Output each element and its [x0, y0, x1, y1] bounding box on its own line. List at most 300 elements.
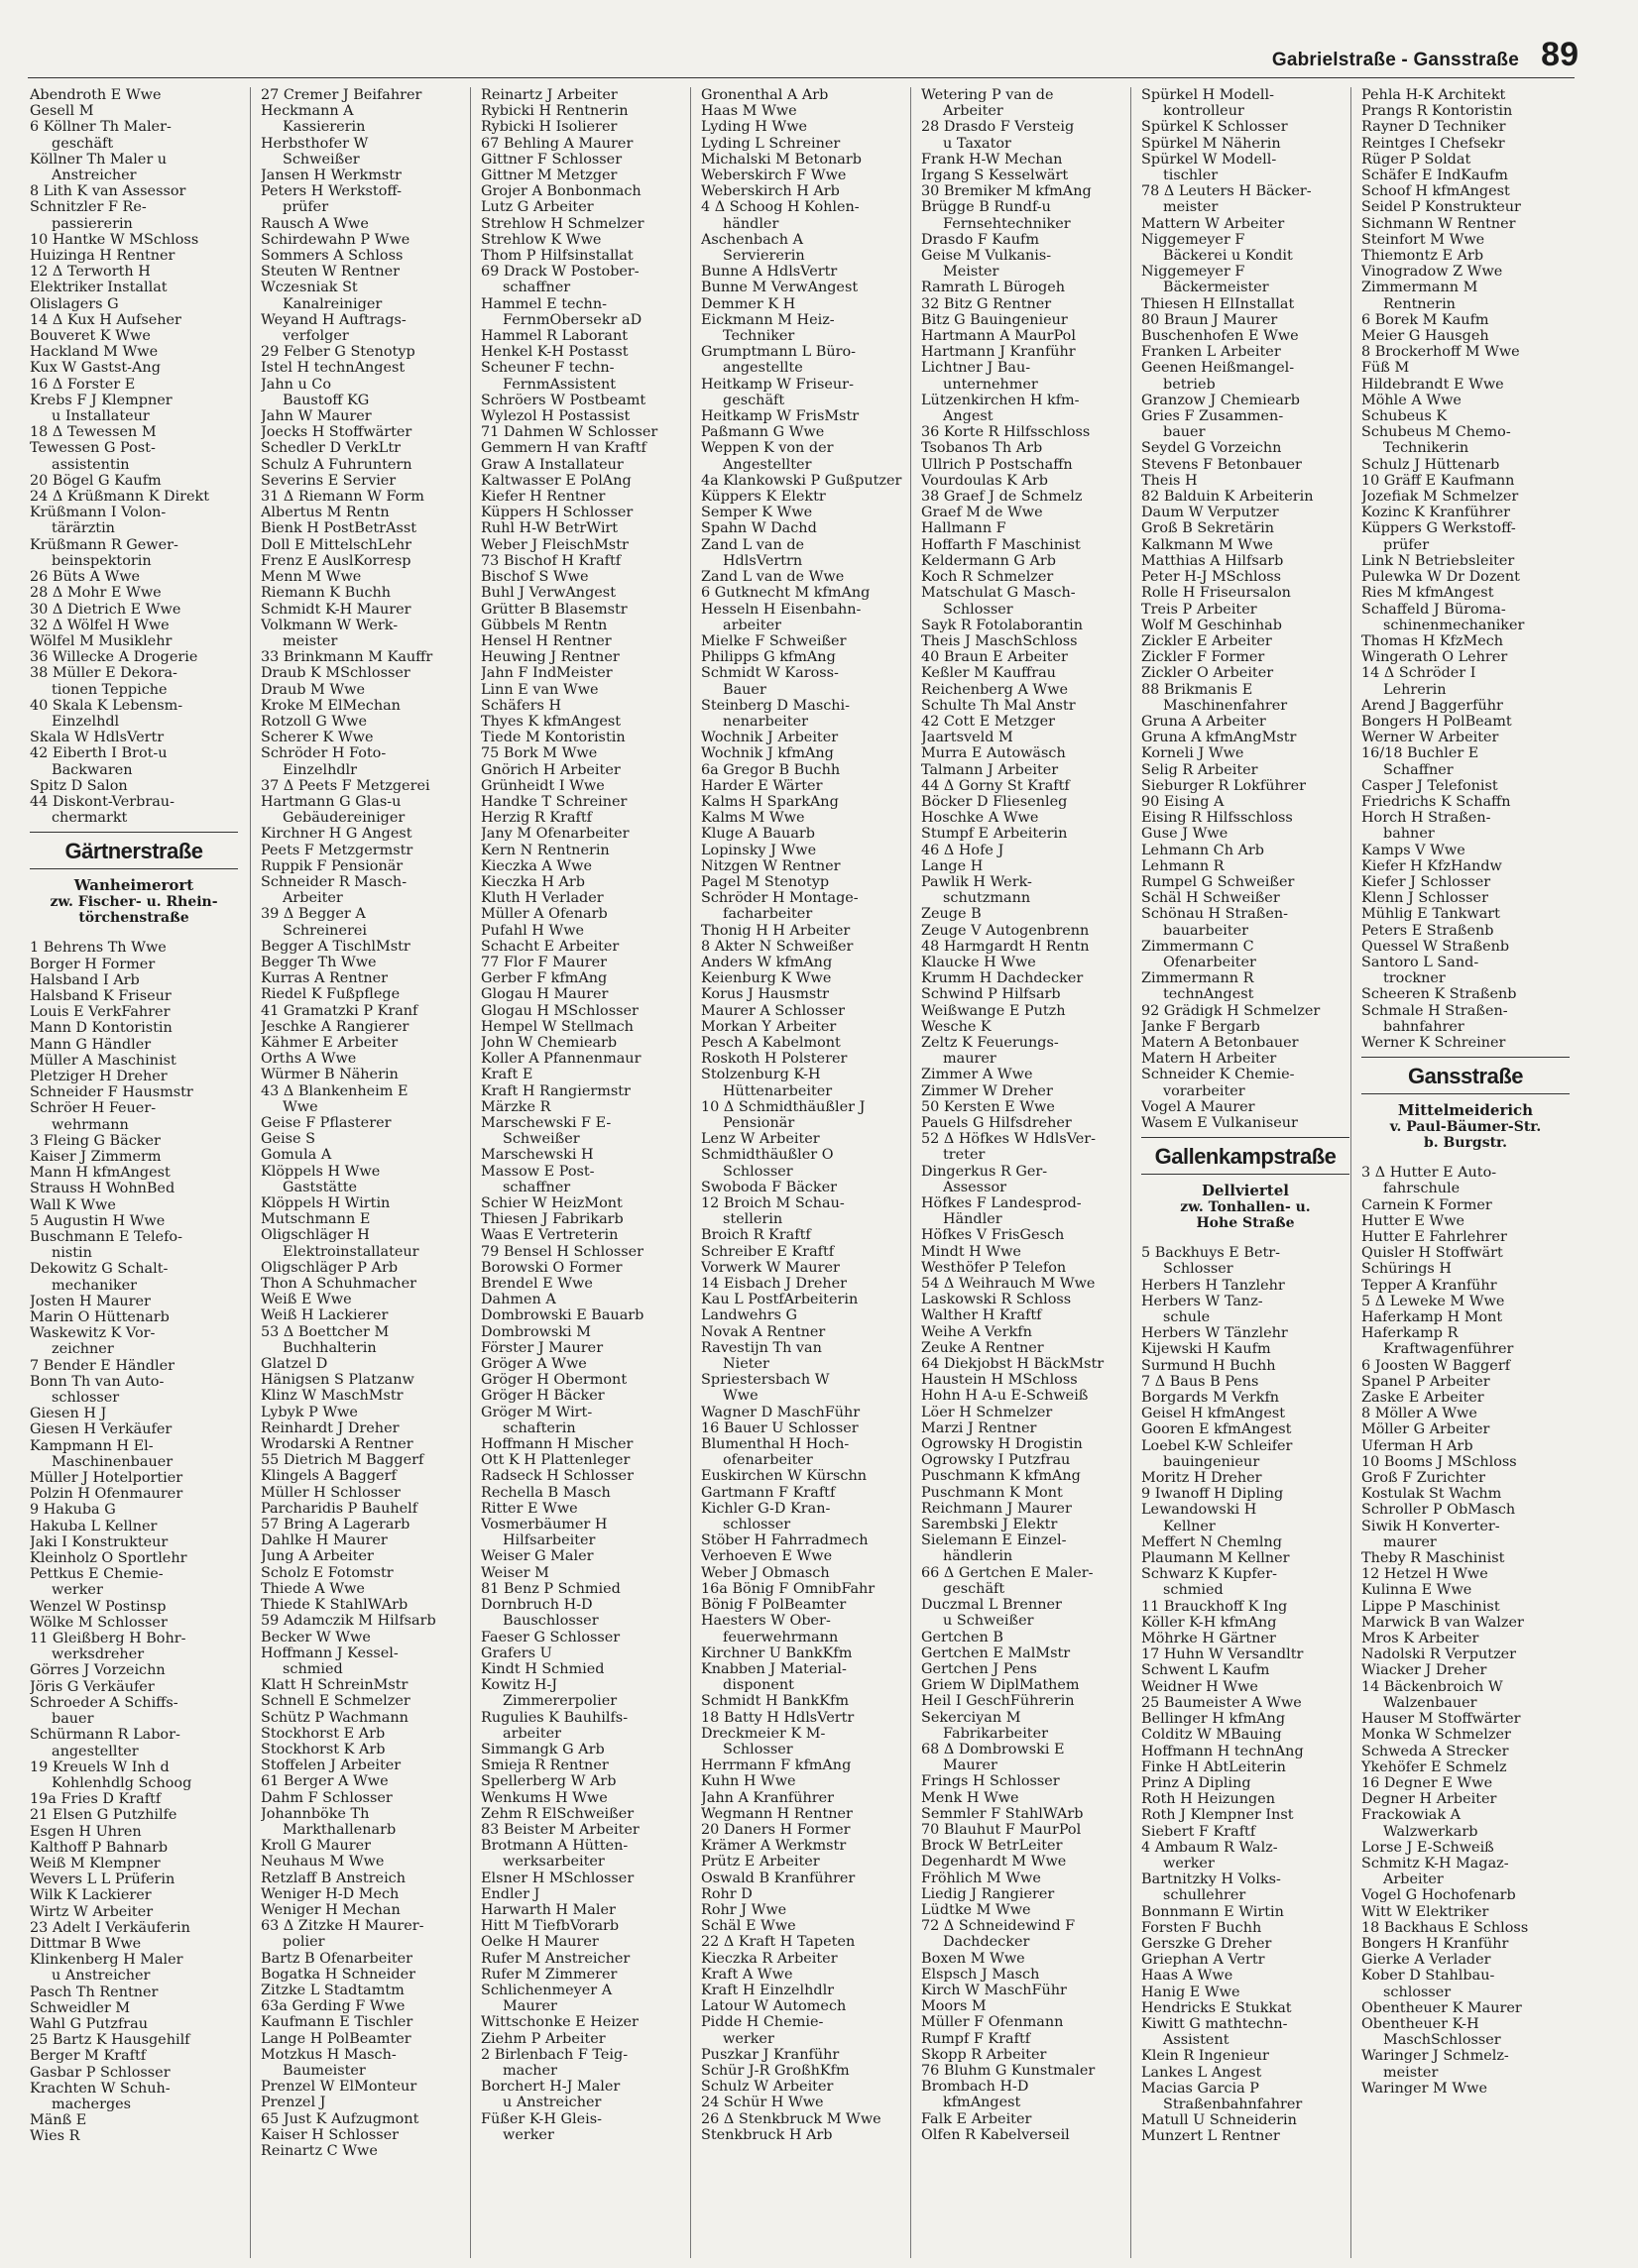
directory-entry: Kalkmann M Wwe [1141, 536, 1273, 553]
directory-entry: Glogau H MSchlosser [481, 1002, 639, 1019]
directory-entry: Hempel W Stellmach [481, 1018, 634, 1035]
street-name: Gallenkampstraße [1154, 1144, 1337, 1170]
directory-entry: Laskowski R Schloss [921, 1292, 1072, 1308]
directory-entry: Kober D Stahlbau- [1361, 1968, 1495, 1984]
directory-entry: Zand L van de Wwe [701, 569, 845, 586]
directory-entry: Schröder H Foto- [261, 745, 387, 762]
directory-entry: Steinfort M Wwe [1361, 231, 1485, 248]
directory-entry: Jeschke A Rangierer [261, 1018, 410, 1035]
directory-entry: Waringer J Schmelz- [1361, 2048, 1509, 2065]
directory-entry: 36 Willecke A Drogerie [30, 649, 198, 666]
directory-entry: Munzert L Rentner [1141, 2128, 1280, 2145]
directory-entry: Grünheidt I Wwe [481, 777, 605, 794]
directory-entry: Thomas H KfzMech [1361, 632, 1504, 649]
entry-continuation: Dachdecker [943, 1934, 1030, 1951]
directory-entry: Peters E Straßenb [1361, 922, 1494, 939]
directory-entry: 26 Δ Stenkbruck M Wwe [701, 2110, 881, 2127]
directory-entry: Wies R [30, 2128, 80, 2145]
directory-entry: Rybicki H Rentnerin [481, 103, 629, 120]
directory-entry: 88 Brikmanis E [1141, 681, 1253, 698]
directory-entry: Würmer B Näherin [261, 1067, 399, 1083]
district-name: Dellviertel [1202, 1182, 1289, 1200]
directory-entry: Schulz J Hüttenarb [1361, 456, 1500, 473]
directory-entry: Jany M Ofenarbeiter [481, 826, 630, 843]
entry-continuation: verfolger [283, 328, 349, 345]
directory-entry: Kalthoff P Bahnarb [30, 1839, 169, 1856]
directory-entry: 22 Δ Kraft H Tapeten [701, 1934, 856, 1951]
directory-entry: Klaucke H Wwe [921, 954, 1036, 970]
directory-entry: Kalms M Wwe [701, 810, 805, 827]
directory-entry: Smieja R Rentner [481, 1758, 609, 1774]
directory-entry: Hammel E techn- [481, 295, 607, 312]
directory-entry: Schoof H kfmAngest [1361, 183, 1510, 200]
entry-continuation: Nieter [723, 1356, 769, 1373]
directory-entry: Kirchner H G Angest [261, 826, 412, 843]
directory-entry: Küppers G Werkstoff- [1361, 520, 1516, 537]
directory-entry: Rohr D [701, 1885, 753, 1902]
entry-continuation: prüfer [283, 199, 329, 216]
directory-entry: 50 Kersten E Wwe [921, 1098, 1055, 1115]
directory-entry: Skopp R Arbeiter [921, 2046, 1047, 2063]
directory-entry: Schulz A Fuhruntern [261, 456, 412, 473]
directory-entry: Zimmermann C [1141, 938, 1254, 955]
directory-entry: Kindt H Schmied [481, 1660, 605, 1677]
entry-continuation: schmied [1163, 1582, 1224, 1599]
entry-continuation: zeichner [52, 1341, 114, 1358]
directory-entry: Gertchen E MalMstr [921, 1644, 1071, 1661]
directory-entry: 12 Δ Terworth H [30, 264, 151, 281]
directory-entry: Spellerberg W Arb [481, 1773, 617, 1790]
directory-entry: Faeser G Schlosser [481, 1629, 621, 1645]
directory-entry: Zickler F Former [1141, 649, 1265, 666]
directory-entry: Riedel K Fußpflege [261, 986, 401, 1003]
directory-entry: Gierke A Verlader [1361, 1952, 1491, 1969]
directory-entry: Becker W Wwe [261, 1629, 371, 1645]
directory-entry: Griem W DiplMathem [921, 1677, 1080, 1694]
directory-entry: 14 Eisbach J Dreher [701, 1276, 848, 1293]
entry-continuation: Rentnerin [1383, 295, 1456, 312]
directory-entry: Gertchen J Pens [921, 1660, 1037, 1677]
directory-entry: 37 Δ Peets F Metzgerei [261, 777, 430, 794]
directory-entry: Borger H Former [30, 956, 156, 972]
directory-entry: Marwick B van Walzer [1361, 1614, 1524, 1631]
directory-entry: Möhle A Wwe [1361, 392, 1462, 408]
directory-entry: Siwik H Konverter- [1361, 1518, 1500, 1534]
directory-entry: Reinartz C Wwe [261, 2143, 378, 2159]
entry-continuation: tärärztin [52, 520, 115, 537]
directory-entry: Schnitzler F Re- [30, 199, 147, 216]
directory-entry: Santoro L Sand- [1361, 954, 1479, 970]
directory-entry: Stevens F Betonbauer [1141, 456, 1302, 473]
directory-entry: Bartnitzky H Volks- [1141, 1871, 1281, 1888]
entry-continuation: Arbeiter [943, 103, 1003, 120]
column-5 [910, 87, 1129, 2258]
directory-entry: Kieczka R Arbeiter [701, 1950, 838, 1967]
directory-entry: Franken L Arbeiter [1141, 344, 1281, 361]
directory-entry: Eickmann M Heiz- [701, 311, 835, 328]
directory-entry: Henkel K-H Postasst [481, 344, 629, 361]
directory-entry: Macias Garcia P [1141, 2080, 1259, 2097]
directory-entry: Roth J Klempner Inst [1141, 1807, 1294, 1824]
directory-entry: Retzlaff B Anstreich [261, 1870, 407, 1886]
directory-entry: Kirchner U BankKfm [701, 1644, 853, 1661]
entry-continuation: Gebäudereiniger [283, 810, 406, 827]
directory-entry: Frenz E AuslKorresp [261, 552, 411, 569]
directory-entry: Steinberg D Maschi- [701, 697, 851, 714]
directory-entry: Quisler H Stoffwärt [1361, 1245, 1503, 1262]
directory-entry: Heil I GeschFührerin [921, 1693, 1075, 1710]
directory-entry: Zitzke L Stadtamtm [261, 1982, 405, 1998]
directory-entry: Wevers L L Prüferin [30, 1871, 176, 1888]
entry-continuation: macherges [52, 2096, 132, 2112]
directory-entry: Görres J Vorzeichn [30, 1662, 166, 1679]
directory-entry: Obentheuer K Maurer [1361, 1999, 1522, 2016]
column-3 [470, 87, 689, 2258]
directory-entry: Landwehrs G [701, 1307, 798, 1324]
directory-entry: Rybicki H Isolierer [481, 119, 618, 136]
directory-entry: 8 Lith K van Assessor [30, 183, 186, 200]
directory-entry: 33 Brinkmann M Kauffr [261, 649, 433, 666]
directory-entry: Pidde H Chemie- [701, 2014, 824, 2031]
entry-continuation: bahner [1383, 826, 1435, 843]
directory-entry: Matern H Arbeiter [1141, 1051, 1277, 1068]
directory-entry: 76 Bluhm G Kunstmaler [921, 2062, 1096, 2079]
directory-entry: Schwent L Kaufm [1141, 1662, 1270, 1679]
directory-entry: Halsband I Arb [30, 971, 140, 988]
directory-entry: Kowitz H-J [481, 1677, 558, 1694]
directory-entry: Gruna A Arbeiter [1141, 713, 1266, 730]
directory-entry: Peter H-J MSchloss [1141, 569, 1282, 586]
entry-continuation: FernmObersekr aD [503, 311, 643, 328]
directory-entry: Thiede K StahlWArb [261, 1597, 409, 1614]
entry-continuation: facharbeiter [723, 906, 813, 923]
directory-entry: Bartz B Ofenarbeiter [261, 1950, 412, 1967]
directory-entry: Mindt H Wwe [921, 1243, 1021, 1260]
directory-entry: Gruna A kfmAngMstr [1141, 730, 1297, 746]
directory-entry: Grafers U [481, 1644, 552, 1661]
directory-entry: Ruhl H-W BetrWirt [481, 520, 619, 537]
entry-continuation: mechaniker [52, 1277, 138, 1294]
entry-continuation: Baustoff KG [283, 392, 370, 408]
entry-continuation: arbeiter [503, 1725, 561, 1742]
directory-entry: Huizinga H Rentner [30, 248, 176, 265]
directory-entry: Lichtner J Bau- [921, 360, 1031, 377]
directory-entry: Zeuge B [921, 906, 982, 923]
directory-entry: Reinartz J Arbeiter [481, 87, 618, 103]
directory-entry: Guse J Wwe [1141, 826, 1228, 843]
entry-continuation: händlerin [943, 1548, 1013, 1565]
directory-entry: Thiesen H ElInstallat [1141, 295, 1295, 312]
directory-entry: Bönig F PolBeamter [701, 1597, 847, 1614]
directory-entry: Halsband K Friseur [30, 987, 172, 1004]
directory-entry: Schmidt W Kaross- [701, 665, 839, 682]
directory-entry: 32 Bitz G Rentner [921, 295, 1052, 312]
directory-entry: Nitzgen W Rentner [701, 857, 841, 874]
entry-continuation: Fabrikarbeiter [943, 1725, 1048, 1742]
directory-entry: Borgards M Verkfn [1141, 1390, 1280, 1407]
directory-entry: Kluth H Verlader [481, 890, 604, 907]
directory-entry: Elektriker Installat [30, 280, 168, 296]
directory-entry: 90 Eising A [1141, 793, 1225, 810]
directory-entry: Zeuke A Rentner [921, 1339, 1044, 1356]
directory-entry: Kiefer H Rentner [481, 489, 606, 506]
directory-entry: 16/18 Buchler E [1361, 745, 1479, 762]
directory-entry: Kieczka H Arb [481, 873, 585, 890]
directory-entry: Schneider F Hausmstr [30, 1084, 193, 1101]
directory-entry: Pasch Th Rentner [30, 1984, 159, 2000]
directory-entry: Albertus M Rentn [261, 505, 390, 521]
directory-entry: Krachten W Schuh- [30, 2080, 171, 2097]
directory-entry: Handke T Schreiner [481, 793, 628, 810]
directory-entry: Wenkums H Wwe [481, 1789, 608, 1806]
directory-entry: Pawlik H Werk- [921, 873, 1032, 890]
directory-entry: Bonn Th van Auto- [30, 1373, 165, 1390]
directory-entry: Tepper A Kranführ [1361, 1277, 1497, 1294]
directory-entry: 6a Gregor B Buchh [701, 761, 841, 778]
directory-entry: Gerber F kfmAng [481, 970, 608, 987]
directory-entry: Kraft H Rangiermstr [481, 1082, 631, 1099]
directory-entry: Graw A Installateur [481, 456, 624, 473]
directory-entry: Granzow J Chemiearb [1141, 392, 1300, 408]
directory-entry: Maurer A Schlosser [701, 1002, 846, 1019]
directory-entry: Morkan Y Arbeiter [701, 1018, 837, 1035]
directory-entry: Gooren E kfmAngest [1141, 1421, 1292, 1438]
directory-entry: Waringer M Wwe [1361, 2080, 1487, 2097]
directory-entry: Hartmann A MaurPol [921, 328, 1076, 345]
directory-entry: Philipps G kfmAng [701, 649, 836, 666]
directory-entry: 72 Δ Schneidewind F [921, 1918, 1076, 1935]
directory-entry: 24 Schür H Wwe [701, 2095, 824, 2111]
directory-entry: Kluge A Bauarb [701, 826, 815, 843]
directory-entry: Zimmermann M [1361, 280, 1478, 296]
directory-entry: Schlichenmeyer A [481, 1982, 613, 1998]
directory-entry: Kraft A Wwe [701, 1966, 793, 1983]
street-name: Gansstraße [1407, 1064, 1524, 1089]
directory-entry: Kähmer E Arbeiter [261, 1034, 399, 1051]
directory-entry: Jung A Arbeiter [261, 1548, 374, 1565]
directory-entry: Glogau H Maurer [481, 986, 609, 1003]
entry-continuation: Markthallenarb [283, 1821, 397, 1838]
directory-entry: 4 Ambaum R Walz- [1141, 1839, 1278, 1856]
directory-entry: Rüger P Soldat [1361, 151, 1471, 168]
directory-entry: Kiefer J Schlosser [1361, 873, 1491, 890]
directory-entry: Schröder H Montage- [701, 890, 859, 907]
entry-continuation: schmied [283, 1660, 343, 1677]
directory-entry: Gertchen B [921, 1629, 1003, 1645]
directory-entry: Weihe A Verkfn [921, 1323, 1032, 1340]
directory-entry: Böcker D Fliesenleg [921, 793, 1068, 810]
directory-entry: Esgen H Uhren [30, 1823, 142, 1840]
directory-entry: Krebs F J Klempner [30, 392, 173, 408]
directory-entry: Ries M kfmAngest [1361, 585, 1494, 602]
directory-entry: Elsner H MSchlosser [481, 1870, 635, 1886]
directory-entry: Oswald B Kranführer [701, 1870, 856, 1886]
entry-continuation: Schlosser [723, 1741, 793, 1758]
entry-continuation: geschäft [723, 392, 785, 408]
directory-entry: Borowski O Former [481, 1259, 623, 1276]
directory-entry: Klinkenberg H Maler [30, 1952, 183, 1969]
directory-entry: Spürkel H Modell- [1141, 87, 1274, 103]
directory-entry: Klingels A Baggerf [261, 1468, 397, 1485]
directory-entry: Zickler E Arbeiter [1141, 632, 1272, 649]
directory-entry: Kieczka A Wwe [481, 857, 592, 874]
directory-entry: Ruppik F Pensionär [261, 857, 404, 874]
directory-entry: 65 Just K Aufzugmont [261, 2110, 419, 2127]
directory-entry: Louis E VerkFahrer [30, 1004, 171, 1021]
directory-entry: Schäl H Schweißer [1141, 890, 1280, 907]
directory-entry: Walther H Kraftf [921, 1307, 1042, 1324]
directory-entry: 14 Δ Kux H Aufseher [30, 311, 181, 328]
directory-entry: 52 Δ Höfkes W HdlsVer- [921, 1131, 1097, 1148]
directory-entry: Schacht E Arbeiter [481, 938, 620, 955]
entry-continuation: Fernsehtechniker [943, 215, 1071, 232]
directory-entry: Kamps V Wwe [1361, 842, 1465, 858]
directory-entry: Dreckmeier K M- [701, 1725, 826, 1742]
entry-continuation: Bäckerei u Kondit [1163, 248, 1293, 265]
directory-entry: Klöppels H Wirtin [261, 1195, 391, 1212]
directory-entry: Keßler M Kauffrau [921, 665, 1056, 682]
directory-entry: Thiesen J Fabrikarb [481, 1211, 624, 1228]
directory-entry: Hartmann J Kranführ [921, 344, 1076, 361]
directory-entry: Seydel G Vorzeichn [1141, 440, 1282, 457]
directory-entry: Stockhorst E Arb [261, 1725, 386, 1742]
directory-entry: Uferman H Arb [1361, 1437, 1473, 1454]
directory-entry: Frank H-W Mechan [921, 151, 1063, 168]
street-name: Gärtnerstraße [64, 839, 203, 864]
entry-continuation: bauer [1163, 424, 1206, 441]
entry-continuation: Ofenarbeiter [1163, 954, 1256, 970]
directory-entry: Schür J-R GroßhKfm [701, 2062, 850, 2079]
entry-continuation: schafterin [503, 1419, 576, 1436]
directory-entry: 68 Δ Dombrowski E [921, 1741, 1065, 1758]
directory-entry: Wczesniak St [261, 280, 358, 296]
section-rule [30, 832, 238, 833]
directory-entry: Buschmann E Telefo- [30, 1229, 182, 1245]
directory-entry: Krüßmann R Gewer- [30, 536, 178, 553]
directory-entry: Broich R Kraftf [701, 1227, 811, 1244]
directory-entry: Dornbruch H-D [481, 1597, 593, 1614]
directory-entry: Herbsthofer W [261, 135, 369, 152]
directory-entry: Lyding H Wwe [701, 119, 808, 136]
entry-continuation: bauarbeiter [1163, 922, 1249, 939]
directory-entry: Schäfer E IndKaufm [1361, 168, 1508, 184]
directory-entry: Krämer A Werkmstr [701, 1838, 847, 1855]
directory-entry: Verhoeven E Wwe [701, 1548, 833, 1565]
directory-entry: Hallmann F [921, 520, 1006, 537]
directory-entry: Jahn F IndMeister [481, 665, 613, 682]
directory-entry: Korneli J Wwe [1141, 745, 1244, 762]
directory-entry: Kraft H Einzelhdlr [701, 1982, 835, 1998]
directory-entry: Volkmann W Werk- [261, 617, 399, 633]
entry-continuation: Einzelhdlr [283, 761, 358, 778]
entry-continuation: Buchhalterin [283, 1339, 377, 1356]
directory-entry: 81 Benz P Schmied [481, 1580, 621, 1597]
directory-entry: Gasbar P Schlosser [30, 2064, 171, 2081]
directory-entry: Spürkel W Modell- [1141, 151, 1277, 168]
entry-continuation: Elektroinstallateur [283, 1243, 419, 1260]
directory-entry: Hesseln H Eisenbahn- [701, 601, 862, 618]
directory-entry: Anders W kfmAng [701, 954, 833, 970]
directory-entry: Pehla H-K Architekt [1361, 87, 1506, 103]
entry-continuation: schullehrer [1163, 1887, 1246, 1904]
directory-entry: Brotmann A Hütten- [481, 1838, 629, 1855]
directory-entry: Thiemontz E Arb [1361, 248, 1484, 265]
directory-entry: Weidner H Wwe [1141, 1678, 1258, 1695]
directory-entry: Kaltwasser E PolAng [481, 472, 632, 489]
entry-continuation: Kraftwagenführer [1383, 1341, 1514, 1358]
entry-continuation: werksdreher [52, 1646, 145, 1663]
directory-entry: Jahn u Co [261, 376, 331, 393]
directory-entry: Weißwange E Putzh [921, 1002, 1066, 1019]
directory-entry: Rufer M Zimmerer [481, 1966, 618, 1983]
entry-continuation: maurer [1383, 1533, 1437, 1550]
directory-entry: Werner K Schreiner [1361, 1034, 1506, 1051]
directory-entry: Begger Th Wwe [261, 954, 377, 970]
directory-entry: 44 Diskont-Verbrau- [30, 793, 175, 810]
directory-entry: 19 Kreuels W Inh d [30, 1758, 170, 1775]
directory-entry: Massow E Post- [481, 1163, 595, 1180]
entry-continuation: bauer [52, 1711, 94, 1728]
directory-entry: Jahn A Kranführer [701, 1789, 835, 1806]
directory-entry: Weberskirch F Wwe [701, 168, 847, 184]
directory-entry: 27 Cremer J Beifahrer [261, 87, 422, 103]
directory-entry: Lüdtke M Wwe [921, 1901, 1031, 1918]
directory-entry: Simmangk G Arb [481, 1741, 605, 1758]
entry-continuation: Straßenbahnfahrer [1163, 2096, 1303, 2112]
entry-continuation: kontrolleur [1163, 103, 1244, 120]
directory-entry: 10 Booms J MSchloss [1361, 1453, 1517, 1470]
directory-entry: Daum W Verputzer [1141, 505, 1279, 521]
directory-entry: Quessel W Straßenb [1361, 938, 1510, 955]
directory-entry: Harder E Wärter [701, 777, 823, 794]
directory-entry: Müller A Ofenarb [481, 906, 608, 923]
entry-continuation: bauingenieur [1163, 1453, 1260, 1470]
section-rule [1141, 1137, 1349, 1138]
directory-entry: Reichmann J Maurer [921, 1500, 1072, 1517]
directory-entry: 77 Flor F Maurer [481, 954, 608, 970]
district-name: Mittelmeiderich [1397, 1101, 1534, 1120]
directory-entry: Griephan A Vertr [1141, 1952, 1265, 1969]
entry-continuation: schlosser [1383, 1984, 1452, 2000]
directory-entry: Graef M de Wwe [921, 505, 1043, 521]
directory-entry: Gronenthal A Arb [701, 87, 829, 103]
directory-entry: Ravestijn Th van [701, 1339, 822, 1356]
directory-entry: Gittner M Metzger [481, 168, 618, 184]
directory-entry: Berger M Kraftf [30, 2048, 147, 2065]
directory-entry: Gerszke G Dreher [1141, 1935, 1272, 1952]
directory-entry: Monka W Schmelzer [1361, 1727, 1511, 1744]
entry-continuation: meister [1383, 2064, 1439, 2081]
directory-entry: 18 Backhaus E Schloss [1361, 1919, 1529, 1936]
directory-entry: 80 Braun J Maurer [1141, 311, 1278, 328]
directory-entry: Sielemann E Einzel- [921, 1532, 1067, 1549]
directory-entry: Abendroth E Wwe [30, 87, 162, 103]
directory-entry: Wylezol H Postassist [481, 408, 631, 425]
directory-entry: Schreiber E Kraftf [701, 1243, 835, 1260]
directory-entry: Scholz E Fotomstr [261, 1564, 394, 1581]
directory-entry: Arend J Baggerführ [1361, 697, 1503, 714]
directory-entry: Mühlig E Tankwart [1361, 906, 1500, 923]
directory-entry: Kux W Gastst-Ang [30, 360, 161, 377]
directory-entry: Wenzel W Postinsp [30, 1598, 167, 1615]
entry-continuation: MaschSchlosser [1383, 2032, 1501, 2049]
directory-entry: Füß M [1361, 360, 1410, 377]
directory-entry: 23 Adelt I Verkäuferin [30, 1919, 190, 1936]
directory-entry: Klinz W MaschMstr [261, 1388, 404, 1405]
entry-continuation: fahrschule [1383, 1181, 1461, 1197]
directory-entry: Zimmer A Wwe [921, 1067, 1033, 1083]
directory-entry: Mänß E [30, 2112, 87, 2129]
